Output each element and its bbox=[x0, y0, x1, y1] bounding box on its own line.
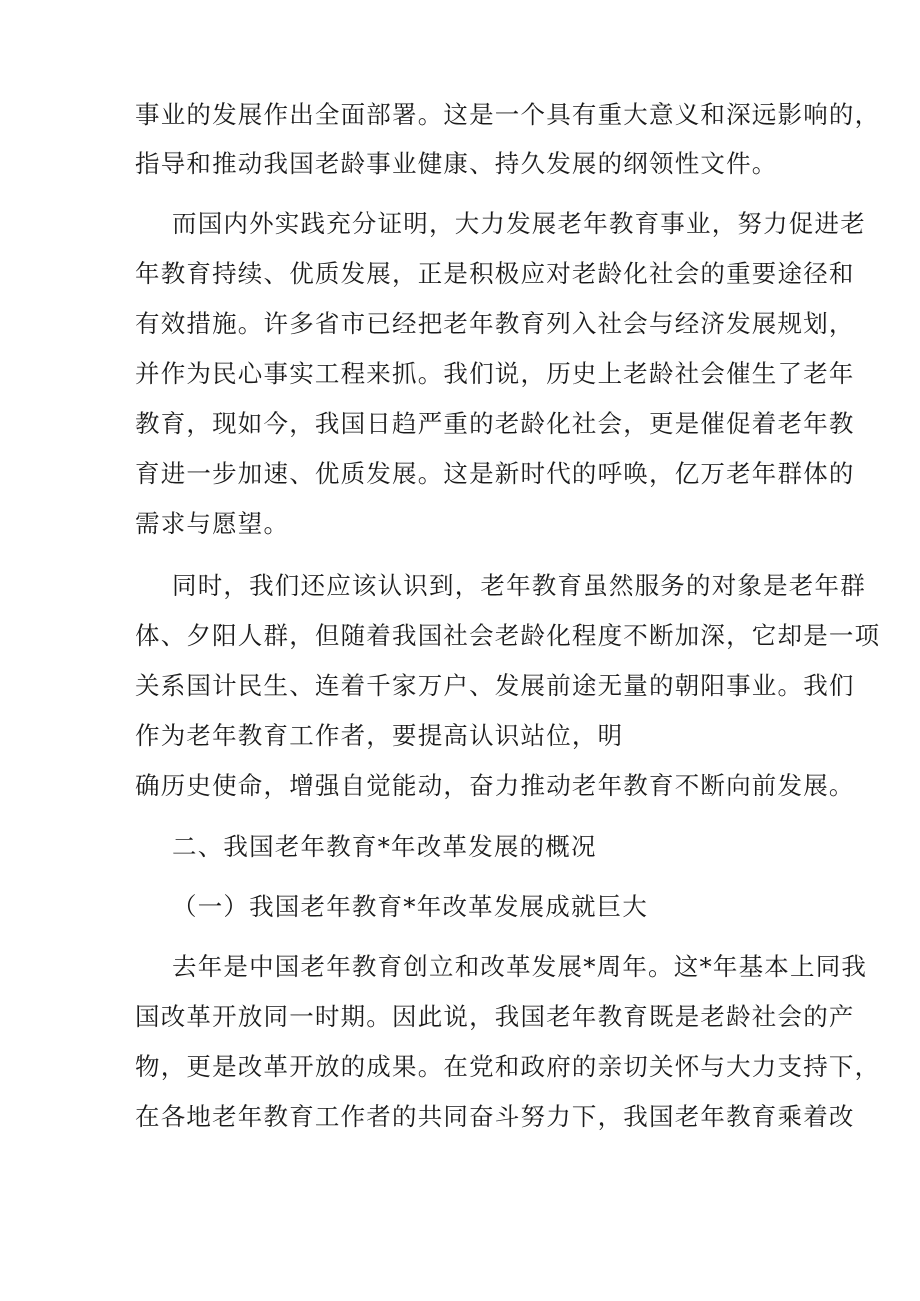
text-line: 国改革开放同一时期。因此说，我国老年教育既是老龄社会的产 bbox=[135, 1002, 855, 1031]
text-line: 并作为民心事实工程来抓。我们说，历史上老龄社会催生了老年 bbox=[135, 359, 855, 388]
text-line: 体、夕阳人群，但随着我国社会老龄化程度不断加深，它却是一项 bbox=[135, 621, 881, 650]
text-line: 关系国计民生、连着千家万户、发展前途无量的朝阳事业。我们 bbox=[135, 671, 855, 700]
section-heading: 二、我国老年教育*年改革发展的概况 bbox=[172, 832, 597, 861]
text-line: 而国内外实践充分证明，大力发展老年教育事业，努力促进老 bbox=[172, 209, 866, 238]
text-line: 在各地老年教育工作者的共同奋斗努力下，我国老年教育乘着改 bbox=[135, 1102, 855, 1131]
text-line: 同时，我们还应该认识到，老年教育虽然服务的对象是老年群 bbox=[172, 571, 866, 600]
text-line: 年教育持续、优质发展，正是积极应对老龄化社会的重要途径和 bbox=[135, 259, 855, 288]
subsection-heading: （一）我国老年教育*年改革发展成就巨大 bbox=[172, 892, 649, 921]
text-line: 有效措施。许多省市已经把老年教育列入社会与经济发展规划， bbox=[135, 309, 855, 338]
text-line: 去年是中国老年教育创立和改革发展*周年。这*年基本上同我 bbox=[172, 952, 868, 981]
text-line: 事业的发展作出全面部署。这是一个具有重大意义和深远影响的， bbox=[135, 100, 881, 129]
text-line: 需求与愿望。 bbox=[135, 509, 290, 538]
text-line: 物，更是改革开放的成果。在党和政府的亲切关怀与大力支持下， bbox=[135, 1052, 881, 1081]
text-line: 育进一步加速、优质发展。这是新时代的呼唤，亿万老年群体的 bbox=[135, 459, 855, 488]
text-line: 教育，现如今，我国日趋严重的老龄化社会，更是催促着老年教 bbox=[135, 409, 855, 438]
text-line: 确历史使命，增强自觉能动，奋力推动老年教育不断向前发展。 bbox=[135, 771, 855, 800]
text-line: 作为老年教育工作者，要提高认识站位，明 bbox=[135, 721, 624, 750]
text-line: 指导和推动我国老龄事业健康、持久发展的纲领性文件。 bbox=[135, 149, 778, 178]
